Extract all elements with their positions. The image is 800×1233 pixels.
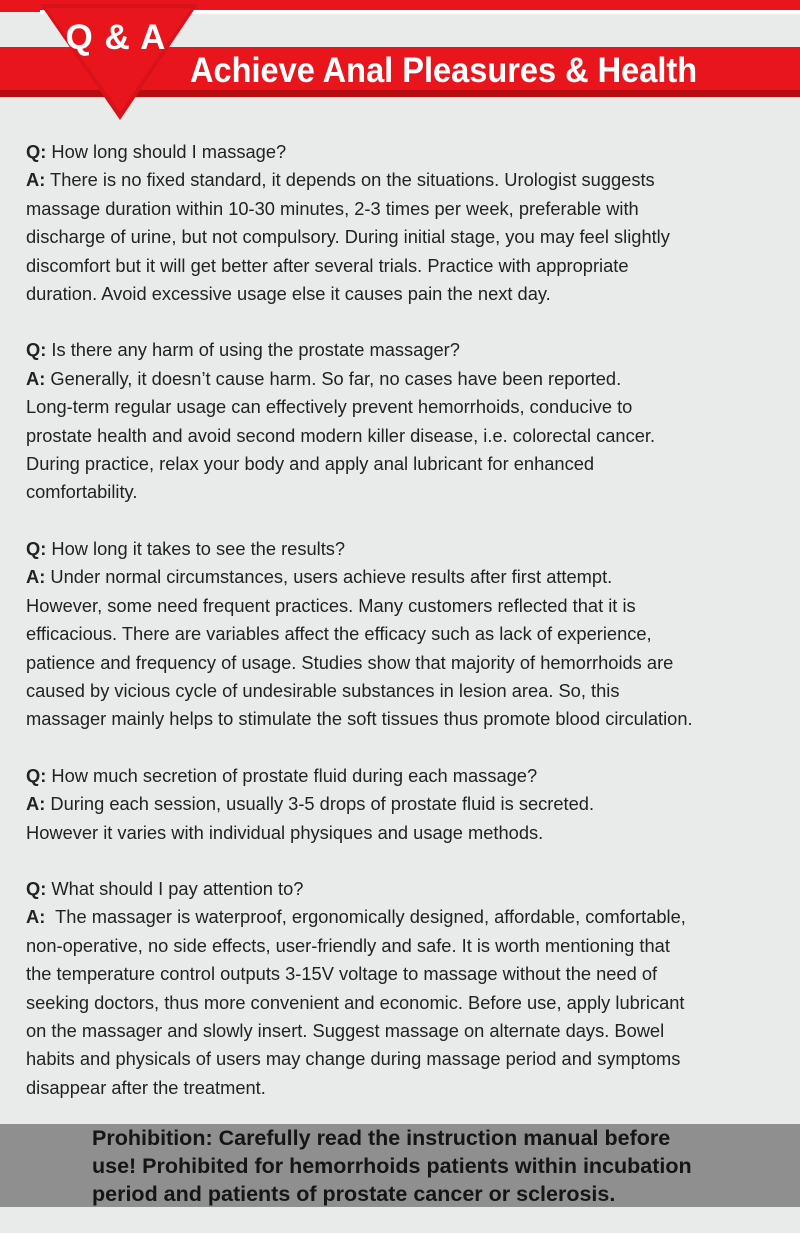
answer-text: the temperature control outputs 3-15V voltage to massage without the need of <box>26 963 658 985</box>
qa-item <box>26 336 786 506</box>
answer-text: duration. Avoid excessive usage else it causes pain the next day. <box>26 283 551 305</box>
answer-line <box>26 223 786 251</box>
answer-line <box>26 450 786 478</box>
question-text: What should I pay attention to? <box>51 877 304 899</box>
prohibition-line: period and patients of prostate cancer or sclerosis. <box>92 1182 616 1207</box>
answer-text: caused by vicious cycle of undesirable substances in lesion area. So, this <box>26 679 620 701</box>
answer-text: prostate health and avoid second modern killer disease, i.e. colorectal cancer. <box>26 424 656 446</box>
page-title: Achieve Anal Pleasures & Health <box>190 51 698 90</box>
question <box>26 336 786 364</box>
answer-text: discharge of urine, but not compulsory. During initial stage, you may feel slightly <box>26 226 670 248</box>
answer-text: There is no fixed standard, it depends on the situations. Urologist suggests <box>50 169 655 191</box>
question-text: Is there any harm of using the prostate massager? <box>51 339 460 361</box>
question-label: Q: <box>26 339 47 361</box>
question-label: Q: <box>26 537 47 559</box>
qa-item <box>26 535 786 734</box>
question-text: How much secretion of prostate fluid during each massage? <box>51 764 538 786</box>
answer-line <box>26 903 786 931</box>
header-banner <box>0 0 800 130</box>
answer-text: discomfort but it will get better after several trials. Practice with appropriate <box>26 254 629 276</box>
answer-text: During practice, relax your body and apply anal lubricant for enhanced <box>26 453 595 475</box>
answer-line <box>26 252 786 280</box>
answer-label: A: <box>26 566 46 588</box>
prohibition-line: use! Prohibited for hemorrhoids patients within incubation <box>92 1154 692 1179</box>
answer-line <box>26 393 786 421</box>
question-label: Q: <box>26 141 47 162</box>
question-text: How long should I massage? <box>51 141 287 162</box>
qa-item <box>26 875 786 1102</box>
answer-line <box>26 790 786 818</box>
answer-text: However it varies with individual physiques and usage methods. <box>26 821 544 843</box>
answer-text: massager mainly helps to stimulate the soft tissues thus promote blood circulation. <box>26 708 693 730</box>
qa-tag: Q & A <box>65 18 167 57</box>
question <box>26 138 786 166</box>
question <box>26 762 786 790</box>
answer-line <box>26 819 786 847</box>
qa-item <box>26 762 786 847</box>
question-label: Q: <box>26 764 47 786</box>
prohibition-banner <box>0 1124 800 1207</box>
answer-line <box>26 478 786 506</box>
answer-line <box>26 705 786 733</box>
answer-label: A: <box>26 906 46 928</box>
prohibition-line: Prohibition: Carefully read the instruction manual before <box>92 1126 671 1150</box>
answer-line <box>26 280 786 308</box>
answer-line <box>26 1045 786 1073</box>
answer-line <box>26 365 786 393</box>
answer-text: During each session, usually 3-5 drops of prostate fluid is secreted. <box>50 793 595 815</box>
answer-line <box>26 563 786 591</box>
question <box>26 535 786 563</box>
qa-list <box>26 138 786 1130</box>
answer-line <box>26 677 786 705</box>
answer-text: on the massager and slowly insert. Suggest massage on alternate days. Bowel <box>26 1019 665 1041</box>
answer-text: comfortability. <box>26 481 138 503</box>
answer-line <box>26 195 786 223</box>
answer-text: Generally, it doesn’t cause harm. So far, no cases have been reported. <box>50 367 622 389</box>
answer-line <box>26 649 786 677</box>
answer-line <box>26 989 786 1017</box>
answer-line <box>26 620 786 648</box>
answer-line <box>26 960 786 988</box>
answer-label: A: <box>26 367 46 389</box>
answer-text: non-operative, no side effects, user-friendly and safe. It is worth mentioning that <box>26 934 670 956</box>
question <box>26 875 786 903</box>
answer-text: Under normal circumstances, users achieve results after first attempt. <box>50 566 613 588</box>
answer-text: seeking doctors, thus more convenient and economic. Before use, apply lubricant <box>26 991 685 1013</box>
qa-item <box>26 138 786 308</box>
answer-text: However, some need frequent practices. Many customers reflected that it is <box>26 594 636 616</box>
answer-line <box>26 422 786 450</box>
answer-text: patience and frequency of usage. Studies show that majority of hemorrhoids are <box>26 651 674 673</box>
prohibition-text <box>92 1124 782 1209</box>
question-text: How long it takes to see the results? <box>51 537 346 559</box>
answer-text: habits and physicals of users may change during massage period and symptoms <box>26 1048 681 1070</box>
answer-line <box>26 1074 786 1102</box>
answer-line <box>26 166 786 194</box>
answer-label: A: <box>26 793 46 815</box>
answer-line <box>26 1017 786 1045</box>
question-label: Q: <box>26 877 47 899</box>
answer-text: massage duration within 10-30 minutes, 2-3 times per week, preferable with <box>26 197 639 219</box>
answer-label: A: <box>26 169 46 191</box>
answer-line <box>26 592 786 620</box>
answer-text: Long-term regular usage can effectively prevent hemorrhoids, conducive to <box>26 396 633 418</box>
answer-text: The massager is waterproof, ergonomically designed, affordable, comfortable, <box>50 906 686 928</box>
answer-text: disappear after the treatment. <box>26 1076 266 1098</box>
answer-text: efficacious. There are variables affect the efficacy such as lack of experience, <box>26 623 652 645</box>
answer-line <box>26 932 786 960</box>
